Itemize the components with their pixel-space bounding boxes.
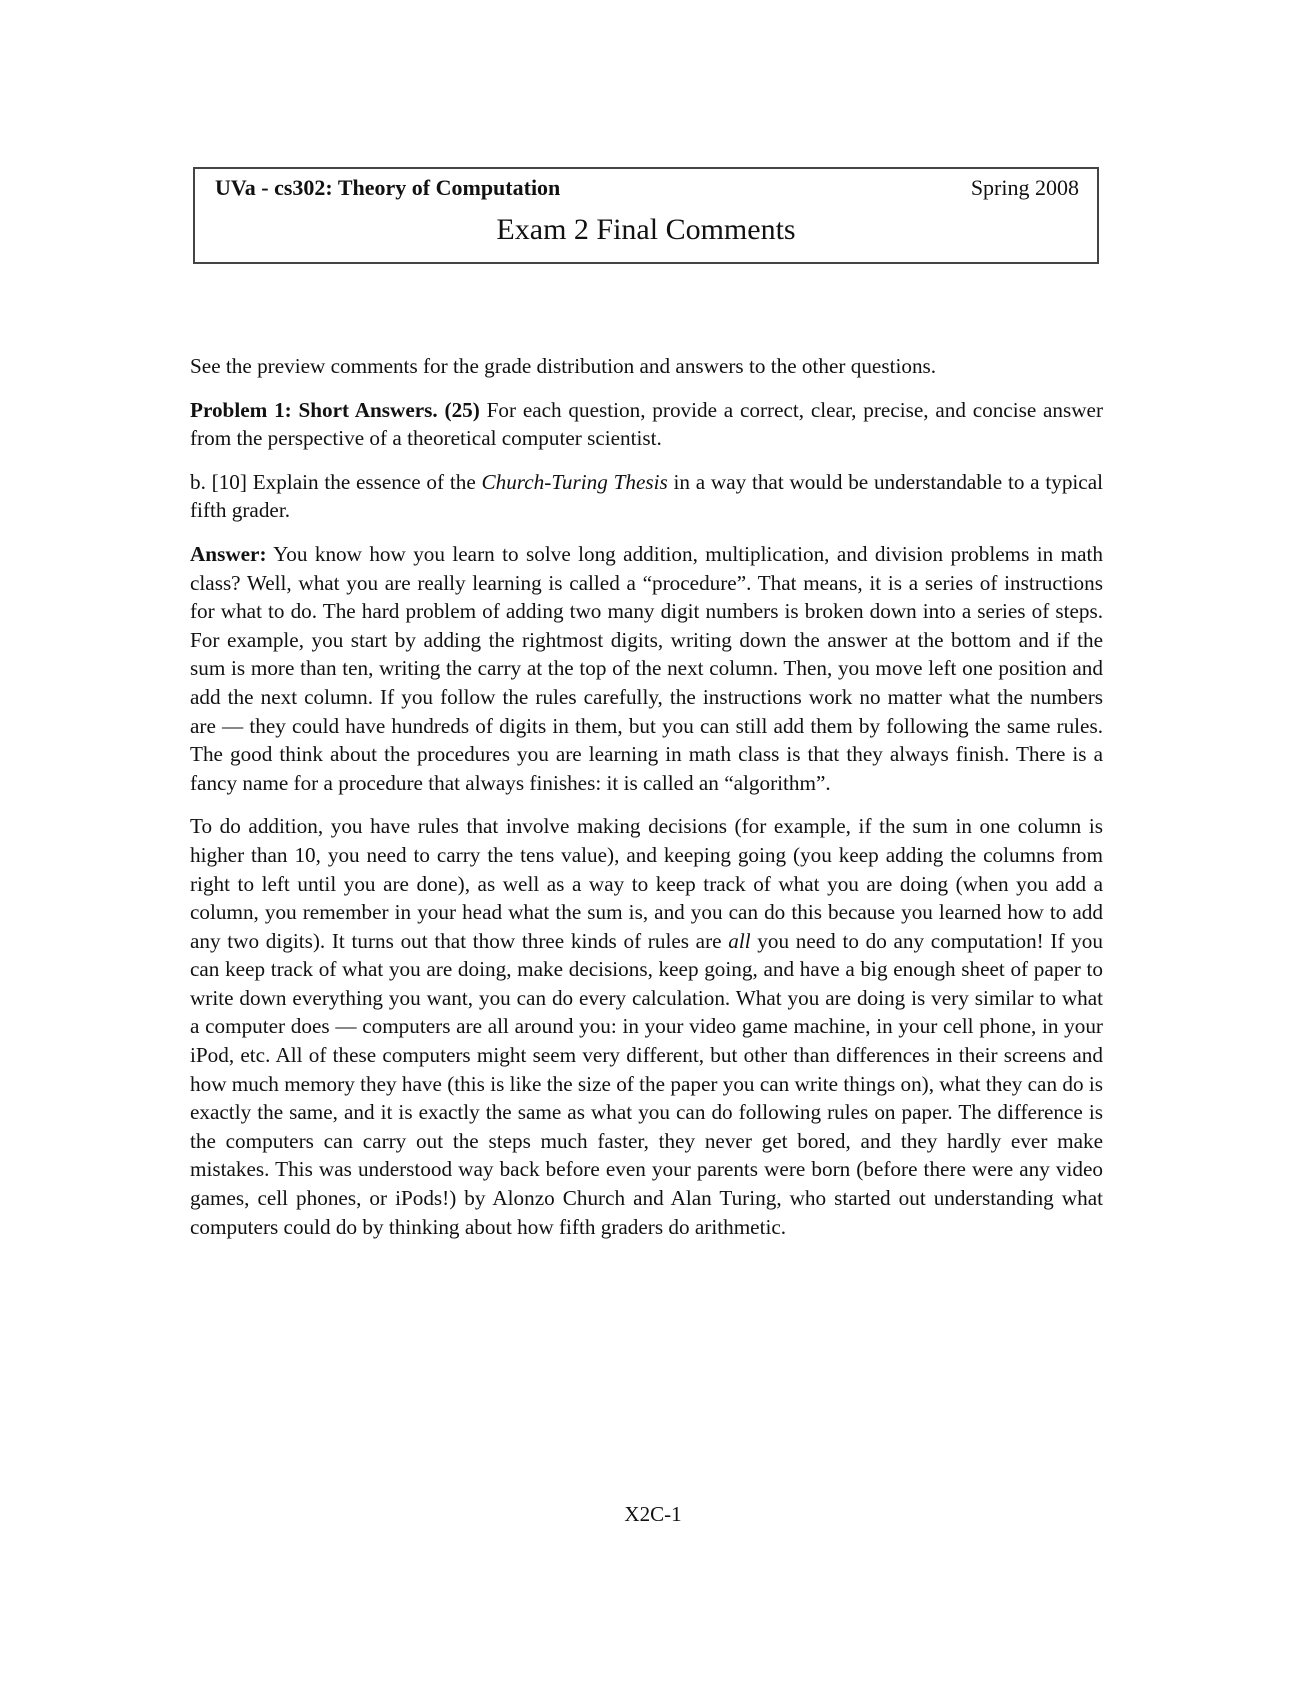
answer-label: Answer: (190, 541, 267, 566)
header-box (193, 167, 1099, 264)
question-prefix: b. [10] Explain the essence of the (190, 469, 482, 494)
intro-paragraph: See the preview comments for the grade distribution and answers to the other questions. (190, 354, 937, 378)
answer-text-1: You know how you learn to solve long addition, multiplication, and division problems in math class? Well, what you are really learning is called a “procedure”. That means, it is a series of instructions for what to do. The hard problem of adding two many digit numbers is broken down into a series of steps. For example, you start by adding the rightmost digits, writing down the answer at the bottom and if the sum is more than ten, writing the carry at the top of the next column. Then, you move left one position and add the next column. If you follow the rules carefully, the instructions work no matter what the numbers are — they could have hundreds of digits in them, but you can still add them by following the same rules. The good think about the procedures you are learning in math class is that they always finish. There is a fancy name for a procedure that always finishes: it is called an “algorithm”. (190, 541, 1103, 795)
page-number: X2C-1 (624, 1502, 682, 1526)
course-title: UVa - cs302: Theory of Computation (215, 175, 561, 200)
problem-label: Problem 1: Short Answers. (190, 397, 438, 422)
term-label: Spring 2008 (970, 175, 1079, 200)
answer-text-2a: To do addition, you have rules that involve making decisions (for example, if the sum in one column is higher than 10, you need to carry the tens value), and keeping going (you keep adding the columns from right to left until you are done), as well as a way to keep track of what you are doing (when you add a column, you remember in your head what the sum is, and you can do this because you learned how to add any two digits). It turns out that thow three kinds of rules are (190, 814, 1103, 953)
question-term: Church-Turing Thesis (481, 469, 668, 494)
answer-paragraph-2 (190, 812, 1103, 1241)
problem-points: (25) (444, 397, 480, 422)
question-suffix: in a way that would be understandable to a typical fifth grader. (190, 469, 1103, 523)
document-body (190, 352, 1103, 1256)
answer-paragraph-1 (190, 540, 1103, 797)
answer-text-2b: you need to do any computation! If you can keep track of what you are doing, make decisions, keep going, and have a big enough sheet of paper to write down everything you want, you can do every calculation. What you are doing is very similar to what a computer does — computers are all around you: in your video game machine, in your cell phone, in your iPod, etc. All of these computers might seem very different, but other than differences in their screens and how much memory they have (this is like the size of the paper you can write things on), what they can do is exactly the same, and it is exactly the same as what you can do following rules on paper. The difference is the computers can carry out the steps much faster, they never get bored, and they hardly ever make mistakes. This was understood way back before even your parents were born (before there were any video games, cell phones, or iPods!) by Alonzo Church and Alan Turing, who started out understanding what computers could do by thinking about how fifth graders do arithmetic. (190, 928, 1103, 1239)
problem-paragraph (190, 396, 1103, 453)
problem-text: For each question, provide a correct, clear, precise, and concise answer from the perspective of a theoretical computer scientist. (190, 397, 1104, 451)
answer-emphasis: all (728, 928, 751, 953)
page-title: Exam 2 Final Comments (496, 213, 796, 246)
question-paragraph (190, 468, 1103, 525)
